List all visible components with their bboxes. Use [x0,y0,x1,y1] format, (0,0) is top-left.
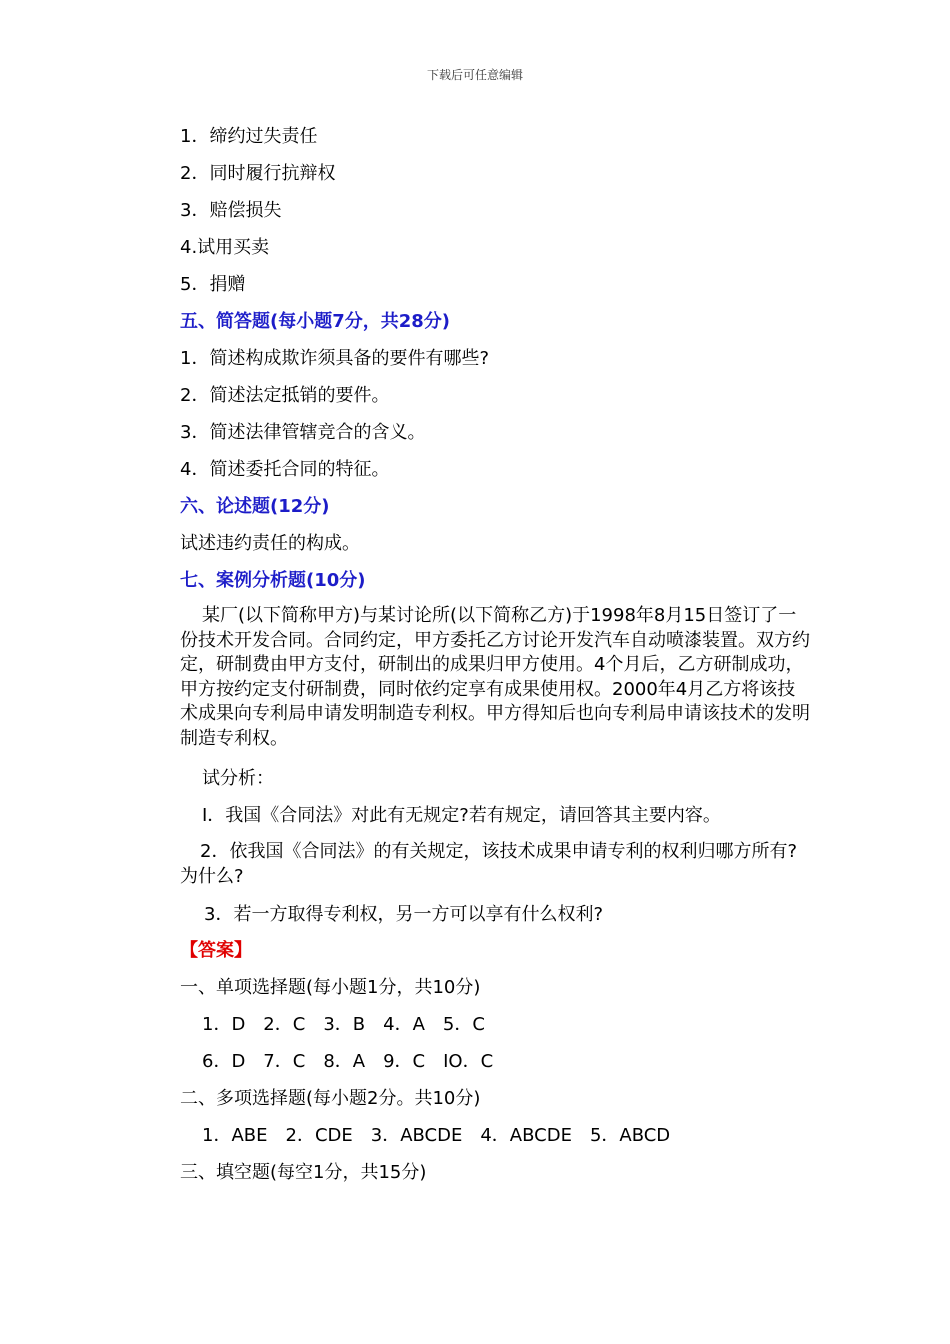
case-question: 2．依我国《合同法》的有关规定，该技术成果申请专利的权利归哪方所有?为什么? [180,841,798,887]
section-heading-short-answer: 五、简答题(每小题7分，共28分) [180,311,451,332]
list-item: 4.试用买卖 [180,237,270,258]
case-text: 某厂(以下简称甲方)与某讨论所(以下简称乙方)于1998年8月15日签订了一份技术开发合同。合同约定，甲方委托乙方讨论开发汽车自动喷漆装置。双方约定，研制费由甲方支付，研制出的成果归甲方使用。4个月后，乙方研制成功，甲方按约定支付研制费，同时依约定享有成果使用权。2000年4月乙方将该技术成果向专利局申请发明制造专利权。甲方得知后也向专利局申请该技术的发明制造专利权。 [180,605,810,749]
answer-row: 6．D 7．C 8．A 9．C IO．C [202,1051,494,1072]
answer-row: 1．D 2．C 3．B 4．A 5．C [202,1014,485,1035]
answer-section-title: 一、单项选择题(每小题1分，共10分) [180,977,481,998]
case-question: I．我国《合同法》对此有无规定?若有规定，请回答其主要内容。 [202,805,721,826]
list-item: 1．缔约过失责任 [180,126,318,147]
list-item: 2．同时履行抗辩权 [180,163,336,184]
answer-section-title: 二、多项选择题(每小题2分。共10分) [180,1088,481,1109]
list-item: 5．捐赠 [180,274,246,295]
case-question: 3．若一方取得专利权，另一方可以享有什么权利? [204,904,604,925]
case-prompt: 试分析： [202,768,274,789]
question-item: 1．简述构成欺诈须具备的要件有哪些? [180,348,490,369]
section-heading-case: 七、案例分析题(10分) [180,570,366,591]
list-item: 3．赔偿损失 [180,200,282,221]
page-header: 下载后可任意编辑 [426,68,523,82]
essay-question: 试述违约责任的构成。 [180,533,360,554]
question-item: 4．简述委托合同的特征。 [180,459,390,480]
section-heading-essay: 六、论述题(12分) [180,496,330,517]
answers-heading: 【答案】 [180,940,252,961]
question-item: 2．简述法定抵销的要件。 [180,385,390,406]
answer-row: 1．ABE 2．CDE 3．ABCDE 4．ABCDE 5．ABCD [202,1125,671,1146]
question-item: 3．简述法律管辖竞合的含义。 [180,422,426,443]
answer-section-title: 三、填空题(每空1分，共15分) [180,1162,427,1183]
